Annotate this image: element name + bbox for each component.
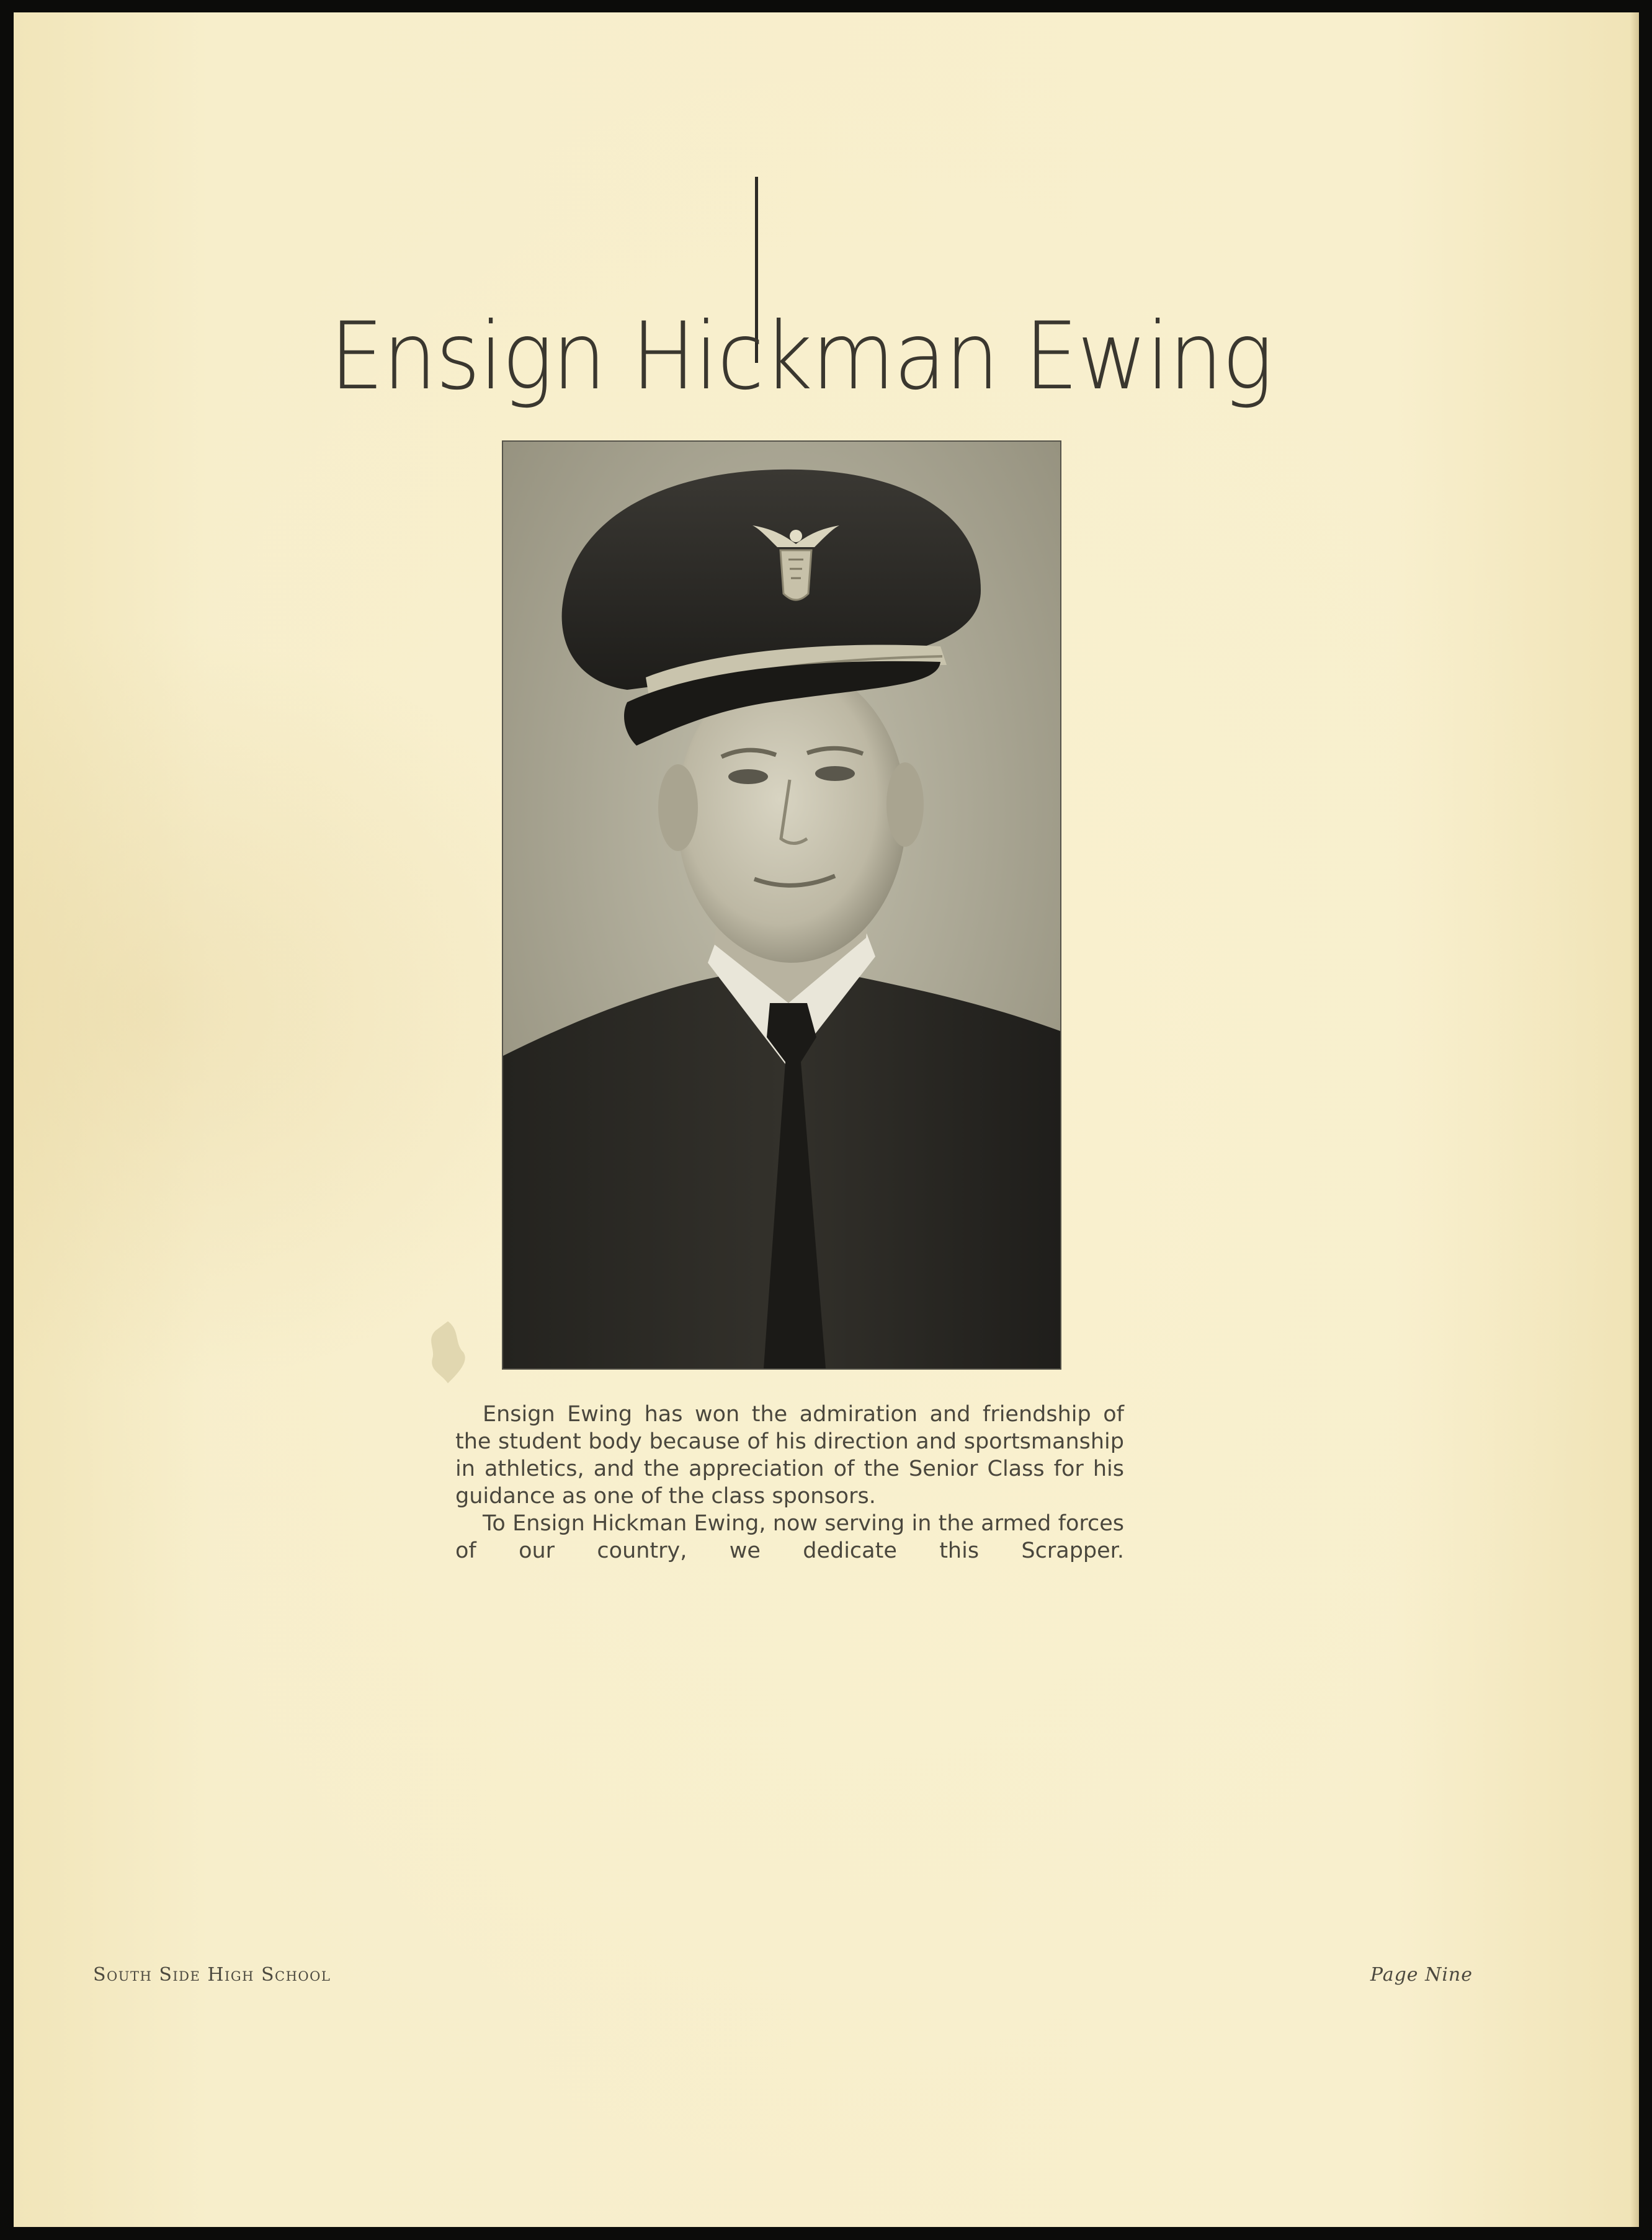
yearbook-page bbox=[14, 12, 1639, 2227]
paper-smudge bbox=[423, 1318, 473, 1386]
footer-school-name: South Side High School bbox=[93, 1964, 331, 1986]
dedication-paragraph-1: Ensign Ewing has won the admiration and friendship of the student body because of his direction and sportsmanship in athletics, and the appreciation of the Senior Class for his guidance as one of the class sponsors. bbox=[455, 1402, 1124, 1509]
dedication-paragraph-2: To Ensign Hickman Ewing, now serving in the armed forces of our country, we dedicate this Scrapper. bbox=[455, 1511, 1124, 1563]
page-title: Ensign Hickman Ewing bbox=[329, 303, 1272, 411]
portrait-photo bbox=[503, 442, 1060, 1368]
footer-page-number: Page Nine bbox=[1370, 1964, 1473, 1986]
page-edge-shadow bbox=[1630, 12, 1639, 2227]
portrait-photo-image bbox=[503, 442, 1060, 1368]
dedication-text bbox=[455, 1401, 1124, 1564]
